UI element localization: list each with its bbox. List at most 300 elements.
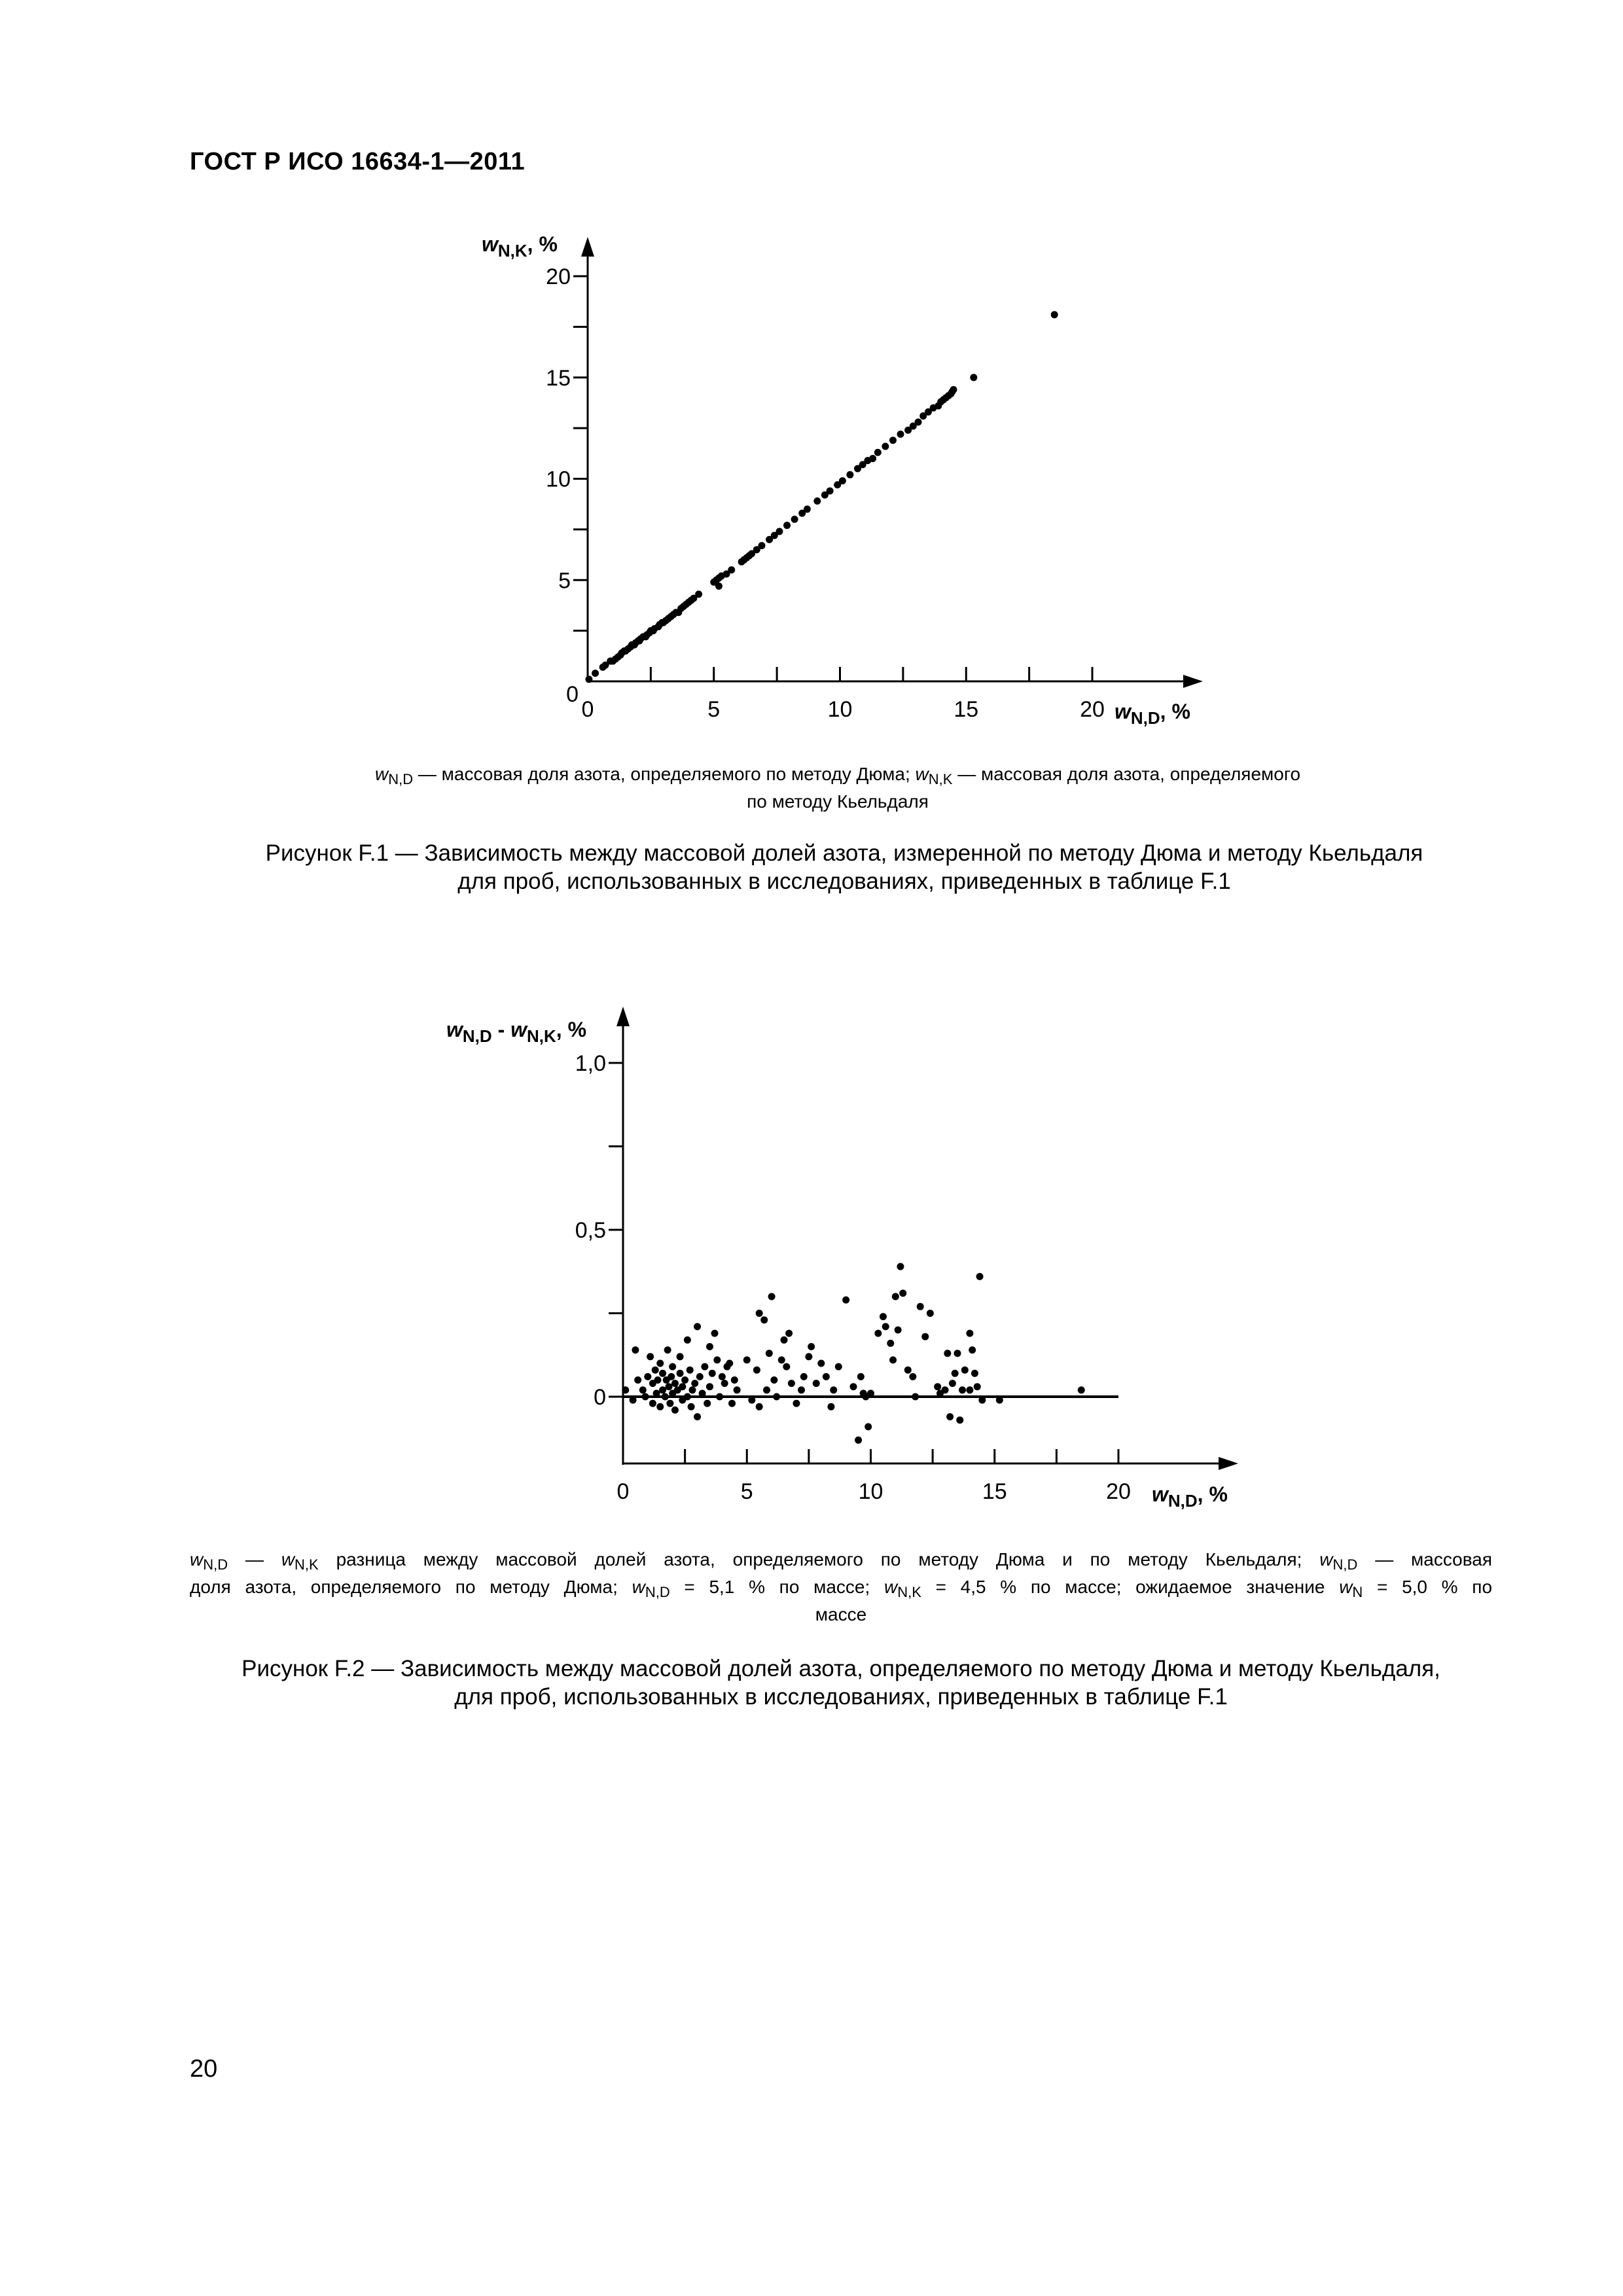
data-point <box>823 1373 830 1380</box>
symbol-w: w <box>281 1549 295 1570</box>
data-point <box>909 1373 916 1380</box>
x-axis-arrow <box>1183 675 1203 688</box>
data-point <box>706 1383 713 1390</box>
figure2-caption-line2: для проб, использованных в исследованиях, приведенных в таблице F.1 <box>454 1684 1228 1710</box>
data-point <box>855 1437 862 1444</box>
data-point <box>632 1346 639 1354</box>
data-point <box>718 573 725 580</box>
data-point <box>768 1293 776 1300</box>
data-point <box>681 1376 688 1384</box>
data-point <box>946 1413 954 1420</box>
data-point <box>688 597 695 604</box>
symbol-w: w <box>1339 1577 1353 1597</box>
figure2-legend-text-e: = 4,5 % по массе; ожидаемое значение <box>935 1577 1325 1597</box>
data-point <box>834 481 841 488</box>
data-point <box>865 1423 872 1430</box>
x-tick-label: 5 <box>707 697 721 722</box>
data-point <box>685 599 692 606</box>
data-point <box>723 1363 730 1371</box>
y-tick-label: 0,5 <box>575 1218 606 1243</box>
figure1-legend <box>249 763 1427 813</box>
data-point <box>671 1407 679 1414</box>
data-point <box>899 1289 906 1297</box>
figure1-legend-text-b: — массовая доля азота, определяемого <box>952 764 1301 784</box>
data-point <box>656 1403 664 1410</box>
data-point <box>612 655 619 662</box>
data-point <box>670 611 677 618</box>
data-point <box>666 1400 673 1407</box>
data-point <box>690 595 697 602</box>
symbol-w: w <box>510 1018 527 1041</box>
data-point <box>974 1383 981 1390</box>
data-point <box>950 386 957 393</box>
data-point <box>628 641 635 649</box>
data-point <box>624 645 632 653</box>
figure1-legend-text-a: — массовая доля азота, определяемого по методу Дюма; <box>418 764 916 784</box>
data-point <box>639 1386 647 1393</box>
data-point <box>804 505 811 512</box>
data-point <box>666 1383 673 1390</box>
data-point <box>936 1390 944 1397</box>
symbol-w: w <box>1152 1482 1168 1506</box>
y-tick-label: 1,0 <box>575 1051 606 1076</box>
data-point <box>766 1350 773 1357</box>
data-point <box>912 1393 919 1401</box>
data-point <box>813 497 821 505</box>
data-point <box>723 570 730 577</box>
data-point <box>827 488 834 495</box>
data-point <box>631 641 638 649</box>
data-point <box>726 1360 733 1367</box>
data-point <box>753 546 760 553</box>
data-point <box>948 390 955 397</box>
data-point <box>940 396 947 403</box>
data-point <box>857 1373 865 1380</box>
y-tick-label: 15 <box>546 365 571 391</box>
data-point <box>897 431 904 438</box>
data-point <box>650 627 657 634</box>
data-point <box>969 1346 976 1354</box>
figure1-legend-line1 <box>249 763 1427 791</box>
data-point <box>915 418 922 425</box>
data-point <box>671 1380 679 1387</box>
symbol-w: w <box>883 1577 898 1597</box>
figure1-caption <box>196 839 1492 895</box>
figure1-y-axis-title <box>482 232 558 260</box>
data-point <box>921 1333 929 1340</box>
data-point <box>942 1386 949 1393</box>
x-tick-label: 20 <box>1106 1479 1131 1504</box>
data-point <box>716 1393 723 1401</box>
data-point <box>741 556 748 564</box>
data-point <box>954 1350 961 1357</box>
data-point <box>846 471 853 478</box>
data-point <box>966 1330 973 1337</box>
subscript-nk: N,K <box>897 1584 921 1600</box>
figure2-x-axis-title <box>1152 1482 1228 1511</box>
x-tick-label: 0 <box>581 697 594 722</box>
data-point <box>663 1376 670 1384</box>
data-point <box>880 1313 887 1320</box>
x-tick-label: 15 <box>954 697 979 722</box>
figure2-caption-line1: Рисунок F.2 — Зависимость между массовой долей азота, определяемого по методу Дюма и методу Кьельдаля, <box>241 1656 1440 1681</box>
data-point <box>642 633 649 640</box>
data-point <box>679 1397 686 1404</box>
data-point <box>715 575 722 582</box>
data-point <box>937 398 944 405</box>
subscript-nd: N,D <box>1332 1556 1358 1573</box>
data-point <box>636 637 643 645</box>
data-point <box>952 1370 959 1377</box>
data-point <box>874 449 882 456</box>
unit: , % <box>1197 1482 1228 1506</box>
data-point <box>745 552 753 560</box>
figure2-y-axis-title <box>446 1018 586 1046</box>
data-point <box>798 510 806 517</box>
figure1-caption-line2: для проб, использованных в исследованиях, приведенных в таблице F.1 <box>457 869 1231 894</box>
data-point <box>842 1297 849 1304</box>
data-point <box>684 1336 691 1344</box>
data-point <box>770 1376 777 1384</box>
data-point <box>710 579 717 586</box>
figure1-plot-area <box>482 232 1203 728</box>
data-point <box>662 617 669 624</box>
data-point <box>766 536 773 543</box>
data-point <box>652 1367 659 1374</box>
data-point <box>653 1390 660 1397</box>
y-axis-arrow <box>581 237 594 257</box>
page-number: 20 <box>190 2055 218 2083</box>
figure2-legend-text-c: доля азота, определяемого по методу Дюма; <box>190 1577 618 1597</box>
data-point <box>976 1273 984 1280</box>
data-point <box>800 1373 808 1380</box>
data-point <box>669 1363 676 1371</box>
data-point <box>850 1383 857 1390</box>
data-point <box>892 1293 899 1300</box>
data-point <box>734 1386 741 1393</box>
figure1-caption-line1: Рисунок F.1 — Зависимость между массовой долей азота, измеренной по методу Дюма и методу Кьельдаля <box>265 840 1423 866</box>
figure2-legend-text-f: = 5,0 % по <box>1377 1577 1493 1597</box>
data-point <box>785 1330 793 1337</box>
data-point <box>887 1340 894 1347</box>
data-point <box>644 1373 651 1380</box>
data-point <box>699 1390 706 1397</box>
figure2-legend-text-b: — массовая <box>1375 1549 1493 1570</box>
data-point <box>592 670 599 677</box>
x-tick-label: 0 <box>616 1479 630 1504</box>
data-point <box>656 1360 664 1367</box>
data-point <box>773 1393 780 1401</box>
data-point <box>949 1380 956 1387</box>
data-point <box>721 1380 728 1387</box>
figure2-legend-line1 <box>190 1549 1492 1576</box>
data-point <box>637 636 644 643</box>
data-point <box>701 1363 708 1371</box>
figure2-legend-text-a: разница между массовой долей азота, определяемого по методу Дюма и по методу Кьельдаля; <box>336 1549 1302 1570</box>
data-point <box>961 1367 969 1374</box>
data-point <box>651 625 658 632</box>
x-axis-arrow <box>1219 1457 1238 1470</box>
data-point <box>748 550 755 558</box>
data-point <box>677 605 685 612</box>
data-point <box>728 1400 736 1407</box>
dash: — <box>245 1549 264 1570</box>
symbol-w: w <box>915 764 929 784</box>
data-point <box>925 408 932 416</box>
data-point <box>996 1397 1003 1404</box>
symbol-w: w <box>190 1549 204 1570</box>
data-point <box>639 633 647 640</box>
data-point <box>763 1386 770 1393</box>
data-point <box>895 1327 902 1334</box>
data-point <box>647 627 654 634</box>
subscript-nd: N,D <box>462 1026 492 1046</box>
data-point <box>677 1353 684 1360</box>
data-point <box>743 554 750 562</box>
data-point <box>771 532 778 539</box>
y-tick-label: 5 <box>558 568 571 594</box>
data-point <box>917 1303 924 1310</box>
y-tick-label: 0 <box>594 1385 606 1410</box>
data-point <box>643 631 651 638</box>
data-point <box>646 629 653 636</box>
data-point <box>808 1343 815 1350</box>
data-point <box>748 1397 755 1404</box>
data-point <box>601 662 609 669</box>
data-point <box>635 637 642 645</box>
data-point <box>585 675 592 683</box>
data-point <box>945 392 952 399</box>
data-point <box>798 1386 805 1393</box>
data-point <box>618 649 626 656</box>
data-point <box>675 609 682 616</box>
data-point <box>930 404 937 412</box>
data-point <box>904 1367 912 1374</box>
data-point <box>817 1360 825 1367</box>
data-point <box>688 1403 695 1410</box>
subscript-nk: N,K <box>497 241 527 260</box>
data-point <box>776 528 783 535</box>
data-point <box>668 613 675 620</box>
document-header: ГОСТ Р ИСО 16634-1—2011 <box>190 148 526 175</box>
data-point <box>656 621 663 628</box>
data-point <box>860 1390 867 1397</box>
data-point <box>753 1367 760 1374</box>
data-point <box>813 1380 820 1387</box>
data-point <box>654 623 662 630</box>
minus-sign: - <box>491 1018 511 1041</box>
data-point <box>711 1330 719 1337</box>
data-point <box>615 653 622 660</box>
data-point <box>696 1373 704 1380</box>
data-point <box>934 1383 941 1390</box>
unit: , % <box>527 232 558 256</box>
data-point <box>665 615 672 622</box>
data-point <box>668 1373 675 1380</box>
data-point <box>704 1400 711 1407</box>
y-tick-label: 10 <box>546 467 571 492</box>
data-point <box>728 566 735 573</box>
data-point <box>674 1386 681 1393</box>
data-point <box>889 437 897 444</box>
data-point <box>669 1390 676 1397</box>
data-point <box>658 619 666 626</box>
x-tick-label: 10 <box>827 697 853 722</box>
data-point <box>659 1370 666 1377</box>
data-point <box>715 583 722 590</box>
data-point <box>971 1370 978 1377</box>
x-tick-label: 5 <box>740 1479 753 1504</box>
symbol-w: w <box>446 1018 463 1041</box>
y-axis-arrow <box>616 1007 630 1026</box>
figure2-legend-line3: массе <box>815 1604 867 1624</box>
subscript-nd: N,D <box>388 771 414 787</box>
data-point <box>882 442 889 450</box>
data-point <box>783 1363 790 1371</box>
data-point <box>731 1376 738 1384</box>
x-tick-label: 20 <box>1080 697 1105 722</box>
figure2-legend-line2 <box>190 1576 1492 1604</box>
data-point <box>617 651 624 658</box>
data-point <box>862 1393 869 1401</box>
symbol-w: w <box>1319 1549 1333 1570</box>
y-tick-label: 20 <box>546 264 571 289</box>
data-point <box>821 492 829 499</box>
figure2-legend <box>190 1549 1492 1626</box>
data-point <box>959 1386 966 1393</box>
data-point <box>599 664 607 671</box>
data-point <box>664 1346 671 1354</box>
data-point <box>978 1397 986 1404</box>
data-point <box>966 1386 973 1393</box>
data-point <box>694 1413 701 1420</box>
data-point <box>680 603 687 610</box>
data-point <box>634 1376 641 1384</box>
data-point <box>778 1356 785 1363</box>
figure2-caption <box>183 1655 1499 1711</box>
data-point <box>897 1263 904 1270</box>
data-point <box>919 412 927 420</box>
data-point <box>660 619 667 626</box>
data-point <box>654 1376 661 1384</box>
figure2-legend-text-d: = 5,1 % по массе; <box>684 1577 870 1597</box>
data-point <box>649 1380 656 1387</box>
data-point <box>970 374 977 381</box>
data-point <box>607 658 614 665</box>
subscript-nd: N,D <box>1130 708 1160 728</box>
data-point <box>1051 311 1058 318</box>
unit: , % <box>556 1018 587 1041</box>
data-point <box>783 522 791 529</box>
symbol-w: w <box>482 232 498 256</box>
data-point <box>649 1400 656 1407</box>
data-point <box>672 609 679 616</box>
data-point <box>706 1343 713 1350</box>
data-point <box>694 1323 701 1330</box>
data-point <box>695 590 702 598</box>
x-tick-label: 15 <box>982 1479 1007 1504</box>
symbol-w: w <box>1115 700 1131 723</box>
data-point <box>684 1393 691 1401</box>
data-point <box>659 1386 666 1393</box>
data-point <box>949 388 956 395</box>
data-point <box>662 1393 669 1401</box>
data-point <box>1078 1386 1085 1393</box>
subscript-nd: N,D <box>1168 1491 1198 1511</box>
data-point <box>719 1373 726 1380</box>
data-point <box>942 394 950 401</box>
data-point <box>864 457 871 464</box>
data-point <box>904 427 912 434</box>
data-point <box>788 1380 795 1387</box>
data-point <box>756 1310 763 1317</box>
symbol-w: w <box>374 764 389 784</box>
data-point <box>709 1370 716 1377</box>
figure2-plot-area <box>446 1007 1238 1511</box>
data-point <box>630 1397 637 1404</box>
data-point <box>632 639 639 647</box>
data-point <box>791 516 798 523</box>
data-point <box>691 1380 698 1387</box>
subscript-n: N <box>1352 1584 1363 1600</box>
data-point <box>622 647 629 655</box>
data-point <box>620 647 628 655</box>
data-point <box>758 542 765 549</box>
data-point <box>874 1330 882 1337</box>
subscript-nk: N,K <box>527 1026 556 1046</box>
data-point <box>889 1356 897 1363</box>
data-point <box>713 1356 721 1363</box>
data-point <box>683 601 690 608</box>
data-point <box>944 1350 951 1357</box>
data-point <box>835 1363 842 1371</box>
data-point <box>743 1356 751 1363</box>
data-point <box>687 1367 694 1374</box>
origin-label: 0 <box>566 682 579 707</box>
data-point <box>830 1386 837 1393</box>
data-point <box>647 1353 654 1360</box>
data-point <box>927 1310 934 1317</box>
unit: , % <box>1160 700 1190 723</box>
data-point <box>642 1393 649 1401</box>
data-point <box>677 1370 684 1377</box>
data-point <box>935 403 942 410</box>
data-point <box>688 1386 696 1393</box>
data-point <box>867 1390 874 1397</box>
data-point <box>713 577 720 584</box>
figure1-legend-line2: по методу Кьельдаля <box>747 791 929 812</box>
data-point <box>827 1403 834 1410</box>
data-point <box>859 461 866 468</box>
data-point <box>882 1323 889 1330</box>
data-point <box>609 658 616 665</box>
data-point <box>805 1353 812 1360</box>
data-point <box>956 1416 963 1424</box>
data-point <box>627 643 634 651</box>
symbol-w: w <box>632 1577 645 1597</box>
subscript-nk: N,K <box>294 1556 319 1573</box>
data-point <box>622 1386 629 1393</box>
subscript-nd: N,D <box>645 1584 670 1600</box>
data-point <box>760 1316 768 1323</box>
subscript-nk: N,K <box>928 771 953 787</box>
data-point <box>738 558 745 565</box>
data-point <box>781 1336 788 1344</box>
subscript-nd: N,D <box>203 1556 228 1573</box>
data-point <box>793 1400 800 1407</box>
data-point <box>854 465 861 473</box>
data-point <box>839 477 846 484</box>
